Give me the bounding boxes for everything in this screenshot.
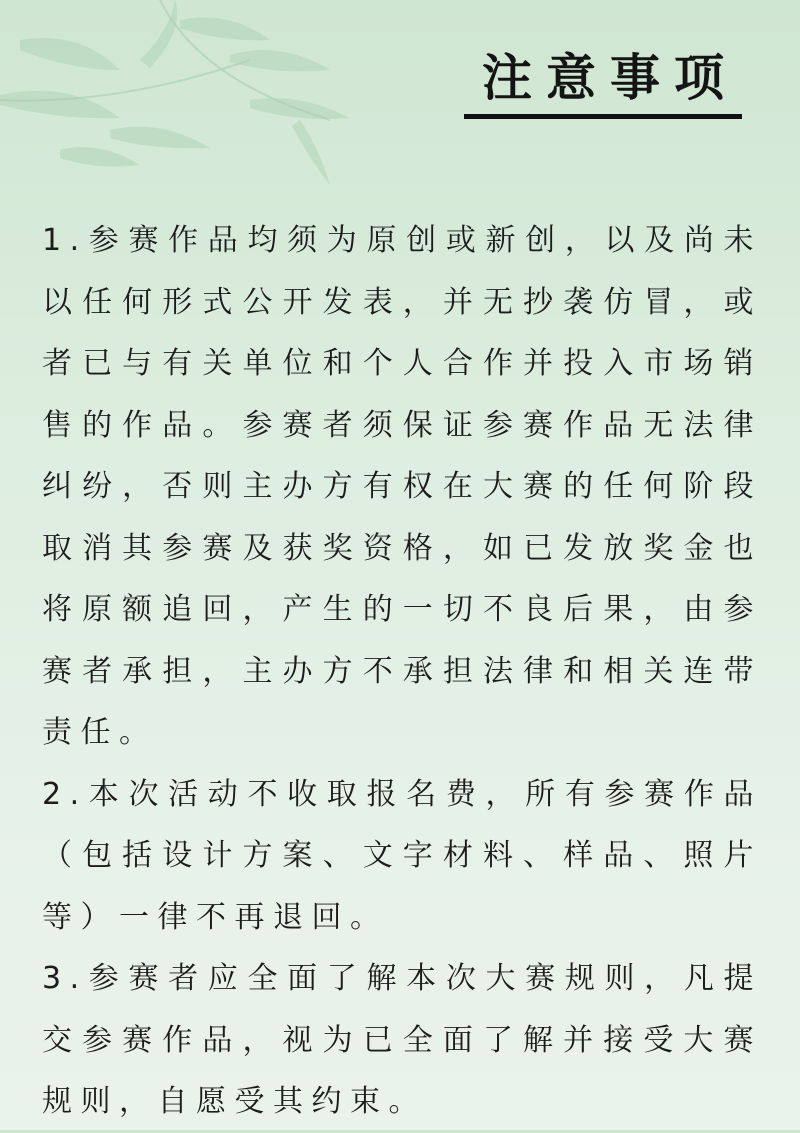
notice-item-2: 2.本次活动不收取报名费，所有参赛作品（包括设计方案、文字材料、样品、照片等）一律不再退回。: [42, 776, 762, 935]
notice-item-3: 3.参赛者应全面了解本次大赛规则，凡提交参赛作品，视为已全面了解并接受大赛规则，自愿受其约束。: [42, 961, 762, 1119]
notice-body: [42, 210, 762, 1133]
bamboo-leaves-icon: [0, 0, 380, 190]
notice-item-1: 1.参赛作品均须为原创或新创，以及尚未以任何形式公开发表，并无抄袭仿冒，或者已与有关单位和个人合作并投入市场销售的作品。参赛者须保证参赛作品无法律纠纷，否则主办方有权在大赛的任何阶段取消其参赛及获奖资格，如已发放奖金也将原额追回，产生的一切不良后果，由参赛者承担，主办方不承担法律和相关连带责任。: [42, 223, 762, 750]
title-underline: [464, 114, 742, 119]
page-title: 注意事项: [482, 48, 738, 107]
